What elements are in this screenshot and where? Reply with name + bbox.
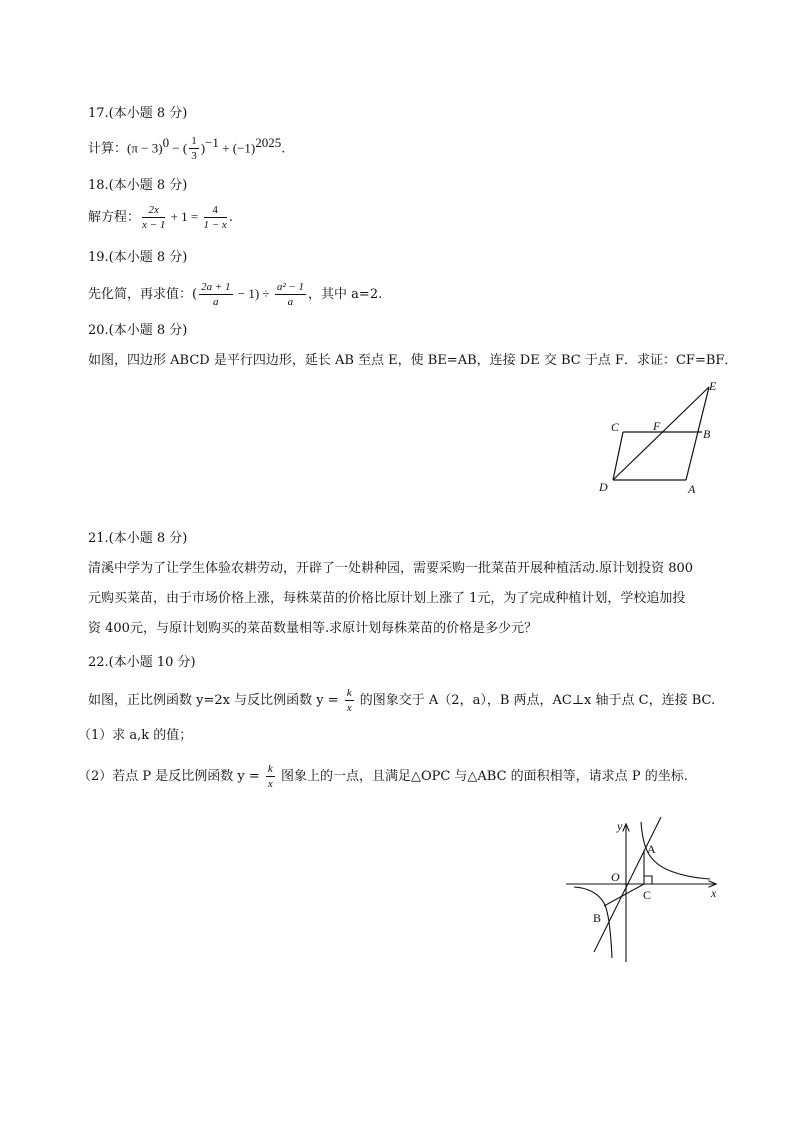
label-B: B <box>703 427 711 441</box>
q17-term3: ) <box>200 140 206 156</box>
q22-fraction-den: x <box>346 702 352 714</box>
q17-header: 17.(本小题 8 分) <box>88 106 188 121</box>
q17-fraction-num: 1 <box>191 135 197 148</box>
q17-term1: (π − 3) <box>127 140 163 156</box>
q22-part-2-a: （2）若点 P 是反比例函数 y = <box>78 769 264 784</box>
line-y-2x <box>594 817 661 952</box>
label-A: A <box>647 842 656 856</box>
q22-part-1: （1）求 a,k 的值； <box>78 728 193 743</box>
label-C: C <box>643 888 652 902</box>
q17-term4-exp: 2025 <box>255 135 282 150</box>
segment-AE <box>686 387 709 480</box>
q18-fraction-2-num: 4 <box>204 203 227 218</box>
q22-fraction-num: k <box>346 687 352 699</box>
label-A: A <box>688 482 696 496</box>
q22-fraction-k-x <box>345 686 354 715</box>
q19-lead: 先化简，再求值：( <box>88 287 198 302</box>
q21-line-3: 资 400元，与原计划购买的菜苗数量相等.求原计划每株菜苗的价格是多少元？ <box>88 621 538 636</box>
q19-fraction-1-num: 2a + 1 <box>201 281 231 293</box>
q18-lead: 解方程： <box>88 210 141 225</box>
q18-fraction-2 <box>204 203 227 232</box>
q17-tail: . <box>281 141 286 157</box>
q18-fraction-1 <box>142 203 165 232</box>
q22-part-2-fraction <box>266 762 275 791</box>
q21-header: 21.(本小题 8 分) <box>88 531 188 546</box>
q22-part-2-b: 图象上的一点，且满足△OPC 与△ABC 的面积相等，请求点 P 的坐标. <box>276 769 688 784</box>
label-O: O <box>611 870 620 884</box>
segment-DE <box>613 387 709 480</box>
q19-fraction-1 <box>199 280 232 309</box>
q19-header: 19.(本小题 8 分) <box>88 250 188 265</box>
q21-line-2: 元购买菜苗，由于市场价格上涨，每株菜苗的价格比原计划上涨了 1元，为了完成种植计划，学校追加投 <box>88 591 686 606</box>
q20-header: 20.(本小题 8 分) <box>88 323 188 338</box>
q17-term3-exp: −1 <box>205 135 219 150</box>
q19-tail: ，其中 a=2. <box>308 287 383 302</box>
q18-fraction-1-num: 2x <box>142 203 165 218</box>
label-x: x <box>711 886 717 900</box>
q20-text: 如图，四边形 ABCD 是平行四边形，延长 AB 至点 E，使 BE=AB，连接 DE 交 BC 于点 F．求证：CF=BF． <box>88 353 738 368</box>
label-y: y <box>617 819 623 833</box>
q21-line-1: 清溪中学为了让学生体验农耕劳动，开辟了一处耕种园，需要采购一批菜苗开展种植活动.原计划投资 800 <box>88 561 694 576</box>
q22-header: 22.(本小题 10 分) <box>88 655 196 670</box>
q22-part-2-fraction-den: x <box>267 778 273 790</box>
q19-expression <box>88 280 382 309</box>
q18-fraction-2-den: 1 − x <box>203 219 227 231</box>
q17-expression <box>88 134 285 163</box>
q19-fraction-2-den: a <box>287 296 294 308</box>
label-B: B <box>593 911 602 925</box>
q18-mid: + 1 = <box>167 209 202 224</box>
q17-fraction-den: 3 <box>191 150 197 163</box>
q18-equation <box>88 203 233 232</box>
q18-header: 18.(本小题 8 分) <box>88 178 188 193</box>
hyperbola-branch-2 <box>574 887 612 958</box>
q18-tail: . <box>228 210 233 225</box>
right-angle-mark <box>644 876 652 884</box>
segment-BC <box>604 884 644 906</box>
q22-line-1 <box>88 686 715 715</box>
q17-fraction <box>189 134 199 163</box>
q18-fraction-1-den: x − 1 <box>142 219 166 231</box>
q22-part-2-fraction-num: k <box>267 763 273 775</box>
q17-lead: 计算： <box>88 141 128 157</box>
label-D: D <box>599 480 608 494</box>
q22-line-1-b: 的图象交于 A（2，a），B 两点，AC⊥x 轴于点 C，连接 BC. <box>355 693 716 708</box>
q19-fraction-1-den: a <box>213 296 219 308</box>
label-C: C <box>611 420 620 434</box>
q19-fraction-2 <box>275 280 306 309</box>
q17-term1-exp: 0 <box>162 135 170 150</box>
hyperbola-branch-1 <box>641 822 710 879</box>
q19-fraction-2-num: a² − 1 <box>276 281 305 293</box>
q19-mid: − 1) ÷ <box>234 286 273 301</box>
label-E: E <box>709 379 717 393</box>
label-F: F <box>653 419 661 433</box>
q17-term4: + (−1) <box>218 140 256 156</box>
q22-line-1-a: 如图，正比例函数 y=2x 与反比例函数 y = <box>88 693 343 708</box>
q22-part-2 <box>78 762 688 791</box>
q17-term2: − ( <box>169 140 188 156</box>
segment-DC <box>613 432 623 480</box>
